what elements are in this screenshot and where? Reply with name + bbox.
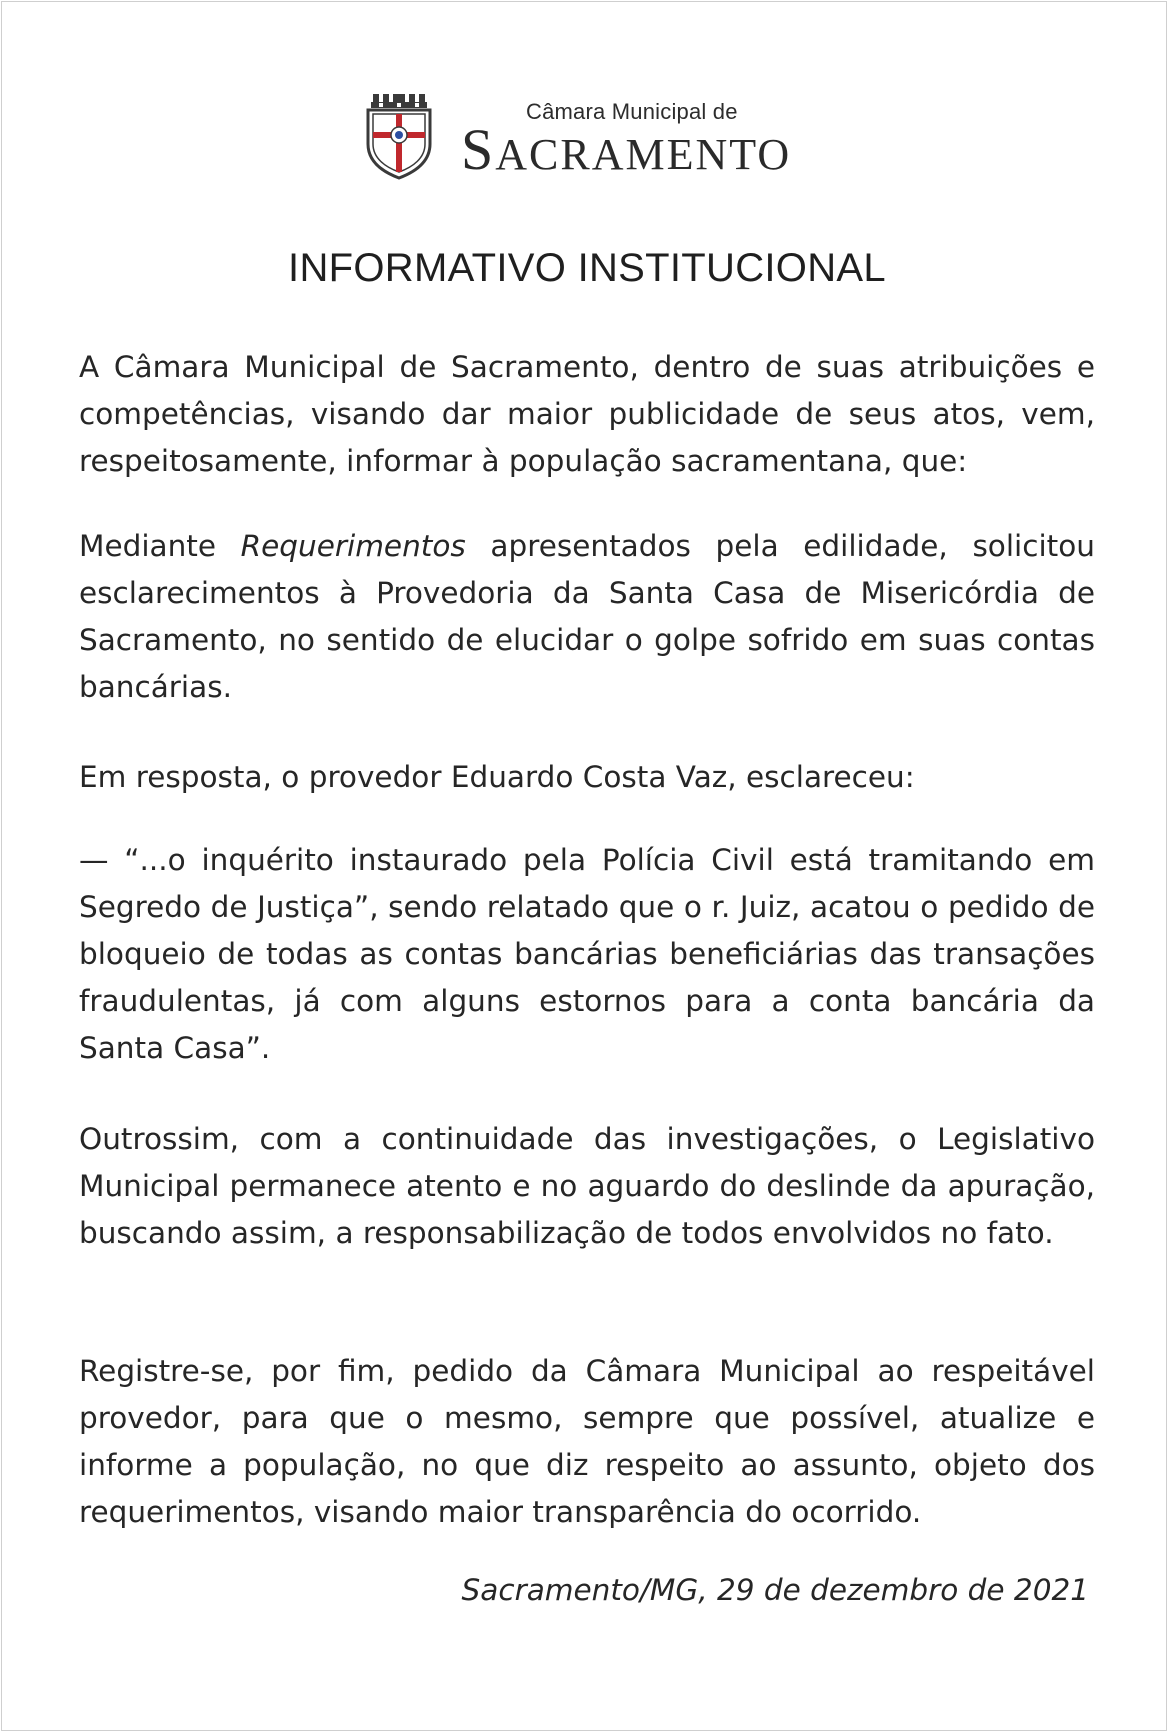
paragraph-requests-end: apresentados pela edilidade, solicitou esclarecimentos à Provedoria da Santa Casa de Misericórdia de Sacramento, no sentido de elucidar o golpe sofrido em suas contas bancárias. bbox=[79, 529, 1095, 704]
paragraph-requests bbox=[79, 523, 1095, 711]
logo-name bbox=[461, 117, 792, 183]
document-frame bbox=[1, 1, 1167, 1731]
paragraph-quote: — “...o inquérito instaurado pela Polícia Civil está tramitando em Segredo de Justiça”, sendo relatado que o r. Juiz, acatou o pedido de bloqueio de todas as contas bancárias beneficiárias das transações fraudulentas, já com alguns estornos para a conta bancária da Santa Casa”. bbox=[79, 843, 1095, 1065]
logo-subtitle: Câmara Municipal de bbox=[526, 99, 738, 124]
logo-name-initial: S bbox=[461, 117, 496, 182]
coat-of-arms-icon bbox=[365, 92, 433, 180]
paragraph-requests-start: Mediante bbox=[79, 529, 241, 563]
paragraph-investigation: Outrossim, com a continuidade das investigações, o Legislativo Municipal permanece atento e no aguardo do deslinde da apuração, buscando assim, a responsabilização de todos envolvidos no fato. bbox=[79, 1122, 1095, 1250]
paragraph-intro: A Câmara Municipal de Sacramento, dentro de suas atribuições e competências, visando dar maior publicidade de seus atos, vem, respeitosamente, informar à população sacramentana, que: bbox=[79, 350, 1095, 478]
institution-logo bbox=[365, 92, 825, 182]
paragraph-response: Em resposta, o provedor Eduardo Costa Vaz, esclareceu: bbox=[79, 760, 915, 794]
place-and-date: Sacramento/MG, 29 de dezembro de 2021 bbox=[461, 1573, 1089, 1607]
document-title: INFORMATIVO INSTITUCIONAL bbox=[288, 246, 886, 290]
paragraph-requests-emphasis: Requerimentos bbox=[240, 529, 466, 563]
paragraph-closing: Registre-se, por fim, pedido da Câmara Municipal ao respeitável provedor, para que o mesmo, sempre que possível, atualize e informe a população, no que diz respeito ao assunto, objeto dos requerimentos, visando maior transparência do ocorrido. bbox=[79, 1354, 1095, 1529]
logo-name-rest: ACRAMENTO bbox=[495, 130, 792, 179]
